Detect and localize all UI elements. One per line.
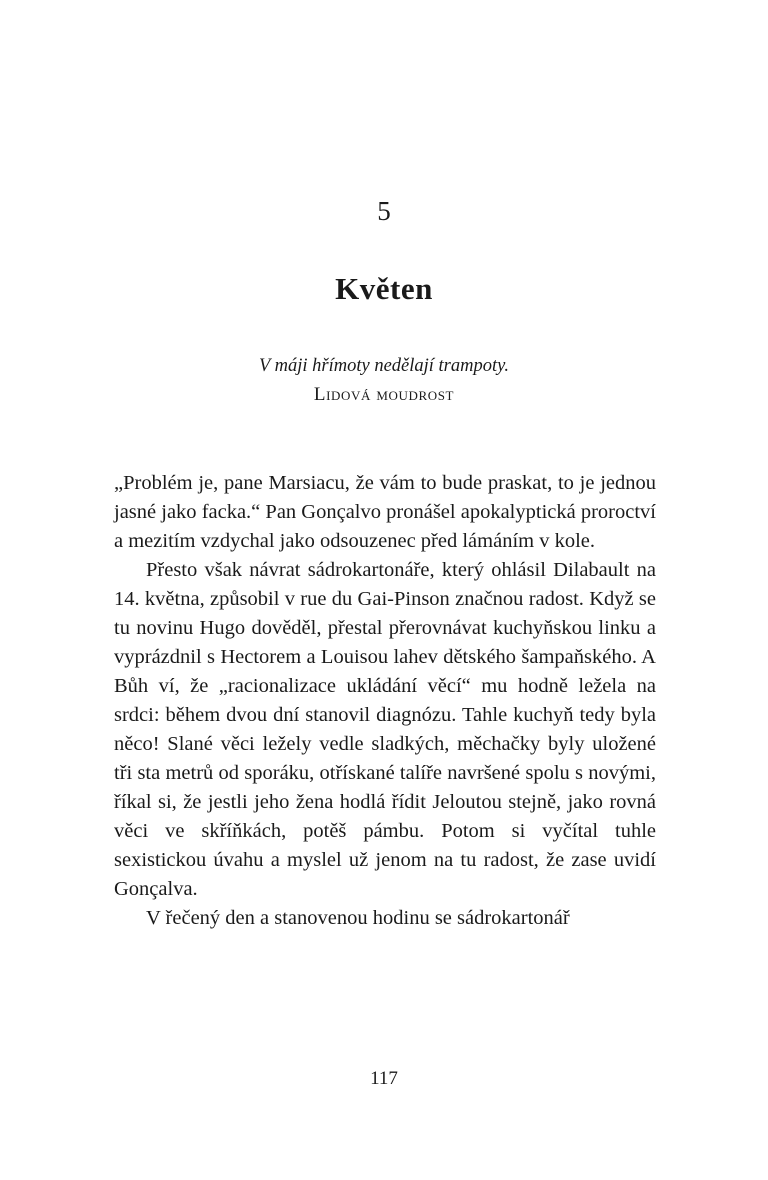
epigraph-attribution: Lidová moudrost — [313, 384, 455, 405]
epigraph-quote: V máji hřímoty nedělají trampoty. — [259, 356, 509, 376]
chapter-number: 5 — [377, 196, 391, 226]
body-paragraph: Přesto však návrat sádrokartonáře, který ohlásil Dilabault na 14. května, způsobil v rue du Gai-Pinson značnou radost. Když se tu novinu Hugo dověděl, přestal přerovnávat kuchyňskou linku a vyprázdnil s Hectorem a Louisou lahev dětského šampaňského. A Bůh ví, že „racionalizace ukládání věcí“ mu hodně ležela na srdci: během dvou dní stanovil diagnózu. Tahle kuchyň tedy byla něco! Slané věci ležely vedle sladkých, měchačky byly uložené tři sta metrů od sporáku, otřískané talíře navršené spolu s novými, říkal si, že jestli jeho žena hodlá řídit Jeloutou stejně, jako rovná věci ve skříňkách, potěš pámbu. Potom si vyčítal tuhle sexistickou úvahu a myslel už jenom na tu radost, že zase uvidí Gonçalva. — [114, 559, 656, 900]
body-paragraph: „Problém je, pane Marsiacu, že vám to bude praskat, to je jednou jasné jako facka.“ Pan Gonçalvo pronášel apokalyptická proroctví a mezitím vzdychal jako odsouzenec před lámáním v kole. — [114, 472, 656, 552]
body-paragraph: V řečený den a stanovenou hodinu se sádrokartonář — [146, 907, 570, 929]
chapter-title: Květen — [335, 270, 433, 306]
page-number: 117 — [370, 1068, 398, 1089]
body-text-block — [114, 469, 656, 933]
